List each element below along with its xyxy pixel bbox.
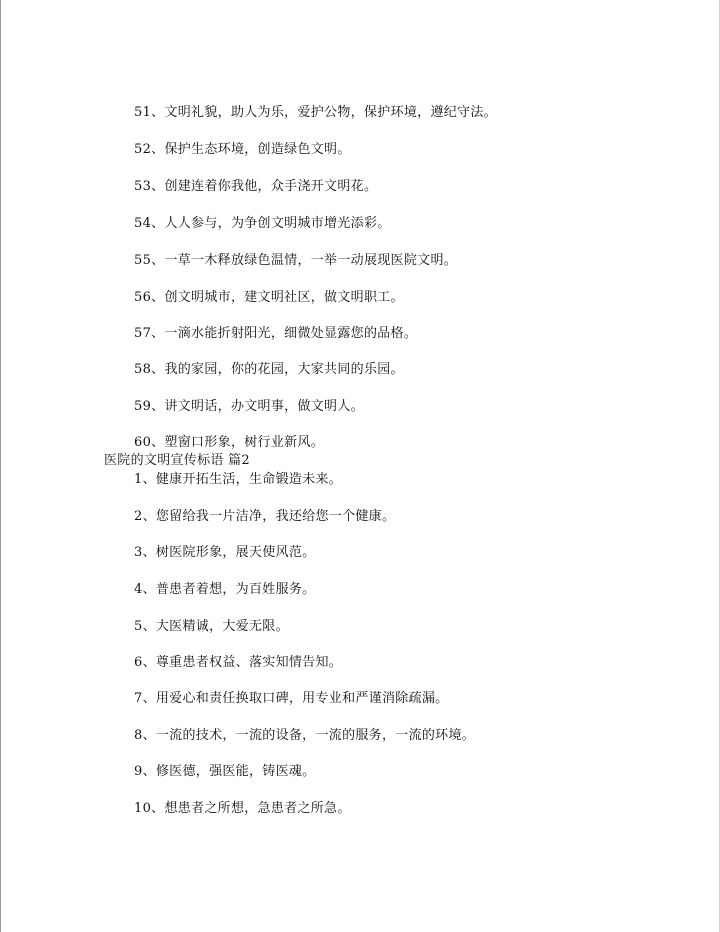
- slogan-item: 52、保护生态环境，创造绿色文明。: [134, 142, 351, 157]
- slogan-item: 55、一草一木释放绿色温情，一举一动展现医院文明。: [134, 253, 458, 268]
- slogan-item: 57、一滴水能折射阳光，细微处显露您的品格。: [134, 326, 418, 341]
- slogan-item: 58、我的家园，你的花园，大家共同的乐园。: [134, 362, 404, 377]
- slogan-item: 6、尊重患者权益、落实知情告知。: [134, 655, 343, 670]
- slogan-item: 9、修医德，强医能，铸医魂。: [134, 764, 316, 779]
- slogan-item: 60、塑窗口形象，树行业新风。: [134, 435, 325, 450]
- slogan-item: 54、人人参与，为争创文明城市增光添彩。: [134, 216, 391, 231]
- slogan-item: 3、树医院形象，展天使风范。: [134, 545, 316, 560]
- slogan-item: 51、文明礼貌，助人为乐，爱护公物，保护环境，遵纪守法。: [134, 105, 497, 120]
- slogan-item: 8、一流的技术，一流的设备，一流的服务，一流的环境。: [134, 728, 476, 743]
- slogan-item: 56、创文明城市，建文明社区，做文明职工。: [134, 290, 404, 305]
- slogan-item: 59、讲文明话，办文明事，做文明人。: [134, 399, 364, 414]
- section-heading: 医院的文明宣传标语 篇2: [104, 453, 251, 468]
- slogan-item: 5、大医精诚，大爱无限。: [134, 619, 289, 634]
- slogan-item: 53、创建连着你我他，众手浇开文明花。: [134, 179, 378, 194]
- slogan-item: 10、想患者之所想，急患者之所急。: [134, 801, 351, 816]
- slogan-item: 2、您留给我一片洁净，我还给您一个健康。: [134, 509, 396, 524]
- slogan-item: 7、用爱心和责任换取口碑，用专业和严谨消除疏漏。: [134, 691, 449, 706]
- slogan-item: 1、健康开拓生活，生命锻造未来。: [134, 472, 343, 487]
- slogan-item: 4、普患者着想，为百姓服务。: [134, 582, 316, 597]
